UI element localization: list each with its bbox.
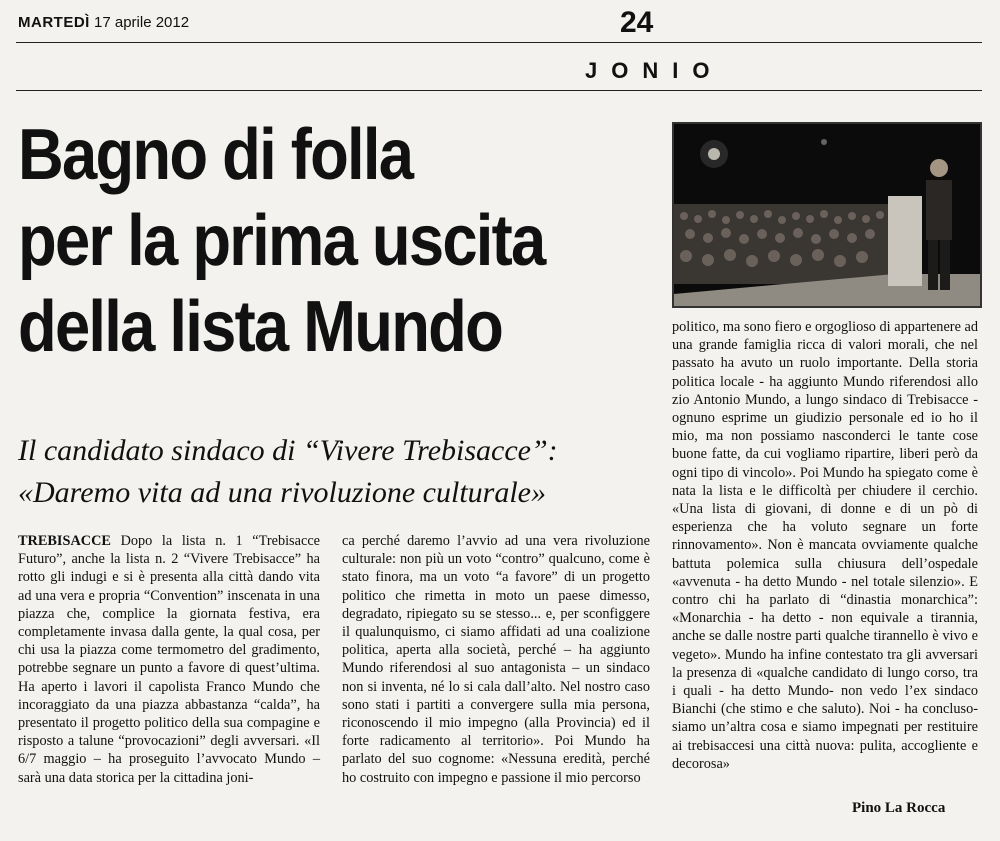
article-photo: [672, 122, 982, 308]
header-rule: [16, 42, 982, 43]
section-title: JONIO: [585, 58, 724, 83]
page-number: 24: [620, 6, 654, 39]
headline-line-1: Bagno di folla: [18, 115, 413, 195]
masthead-day: MARTEDÌ: [18, 14, 90, 31]
subheadline-line-1: Il candidato sindaco di “Vivere Trebisacce”:: [18, 434, 558, 467]
headline: [18, 112, 581, 370]
subheadline: [18, 430, 668, 514]
headline-line-3: della lista Mundo: [18, 287, 503, 367]
article-column-3: [672, 318, 978, 773]
article-column-1-text: Dopo la lista n. 1 “Trebisacce Futuro”, anche la lista n. 2 “Vivere Trebisacce” ha rotto gli indugi e si è presenta alla città dando vita ad una vera e propria “Convention” inscenata in una piazza che, complice la giornata festiva, era completamente invasa dalla gente, la qual cosa, per chi usa la piazza come termometro del gradimento, potrebbe segnare un punto a favore di quest’ultima. Ha aperto i lavori il capolista Franco Mundo che incoraggiato da una piazza abbastanza “calda”, ha presentato il progetto politico della sua compagine e risposto a talune “provocazioni” degli avversari. «Il 6/7 maggio – ha proseguito l’avvocato Mundo – sarà una data storica per la cittadina joni-: [18, 533, 321, 786]
section-rule: [16, 90, 982, 91]
article-column-1: [18, 532, 320, 787]
article-column-3-text: politico, ma sono fiero e orgoglioso di appartenere ad una grande famiglia ricca di valori morali, che nel passato ha avuto un ruolo importante. Della storia politica locale - ha aggiunto Mundo riferendosi allo zio Antonio Mundo, a lungo sindaco di Trebisacce - ognuno esprime un giudizio personale ed io ho il mio, ma non possiamo nasconderci le tante cose buone fatte, da cui vogliamo ripartire, liberi però da ogni tipo di vincolo». Poi Mundo ha spiegato come è nata la lista e le difficoltà per chiudere il cerchio. «Una lista di giovani, di donne e di un pò di esperienza che ha voluto segnare un forte rinnovamento». Non è mancata ovviamente qualche battuta polemica sulla chiusura dell’ospedale «avvenuta - ha detto Mundo - nel totale silenzio». E contro chi ha parlato di “dinastia monarchica”: «Monarchia - ha detto - non equivale a tirannia, anche se dalle nostre parti qualche tirannello è vivo e vegeto». Mundo ha infine contestato tra gli avversari la presenza di «qualche candidato di lungo corso, tra i quali - ha detto Mundo- non vedo l’ex sindaco Bianchi (che stimo e che saluto). Noi - ha concluso- siamo un’altra cosa e siamo impegnati per restituire ai trebisaccesi una città nuova: pulita, accogliente e decorosa»: [672, 319, 978, 772]
headline-line-2: per la prima uscita: [18, 201, 545, 281]
subheadline-line-2: «Daremo vita ad una rivoluzione culturale»: [18, 476, 546, 509]
byline: Pino La Rocca: [852, 800, 946, 816]
masthead-date-text: 17 aprile 2012: [94, 14, 190, 31]
masthead-date: [18, 14, 189, 31]
crowd-photo-illustration: [674, 124, 980, 306]
article-dateline: TREBISACCE: [18, 533, 111, 549]
article-column-2-text: ca perché daremo l’avvio ad una vera rivoluzione culturale: non più un voto “contro” qualcuno, come è stato finora, ma un voto “a favore” di un progetto politico che rimetta in moto un paese dimesso, degradato, ripiegato su se stesso... e, per sconfiggere il qualunquismo, ci siamo affidati ad una coalizione politica, aperta alla società, perché – ha aggiunto Mundo riferendosi al suo antagonista – un sindaco non si inventa, né lo si cala dall’alto. Nel nostro caso sono stati i partiti a convergere sulla mia persona, riconoscendo il mio impegno (alla Provincia) ed il forte radicamento al territorio». Poi Mundo ha parlato del suo cognome: «Nessuna eredità, perché ho costruito con impegno e passione il mio percorso: [342, 533, 650, 786]
article-column-2: [342, 532, 650, 787]
